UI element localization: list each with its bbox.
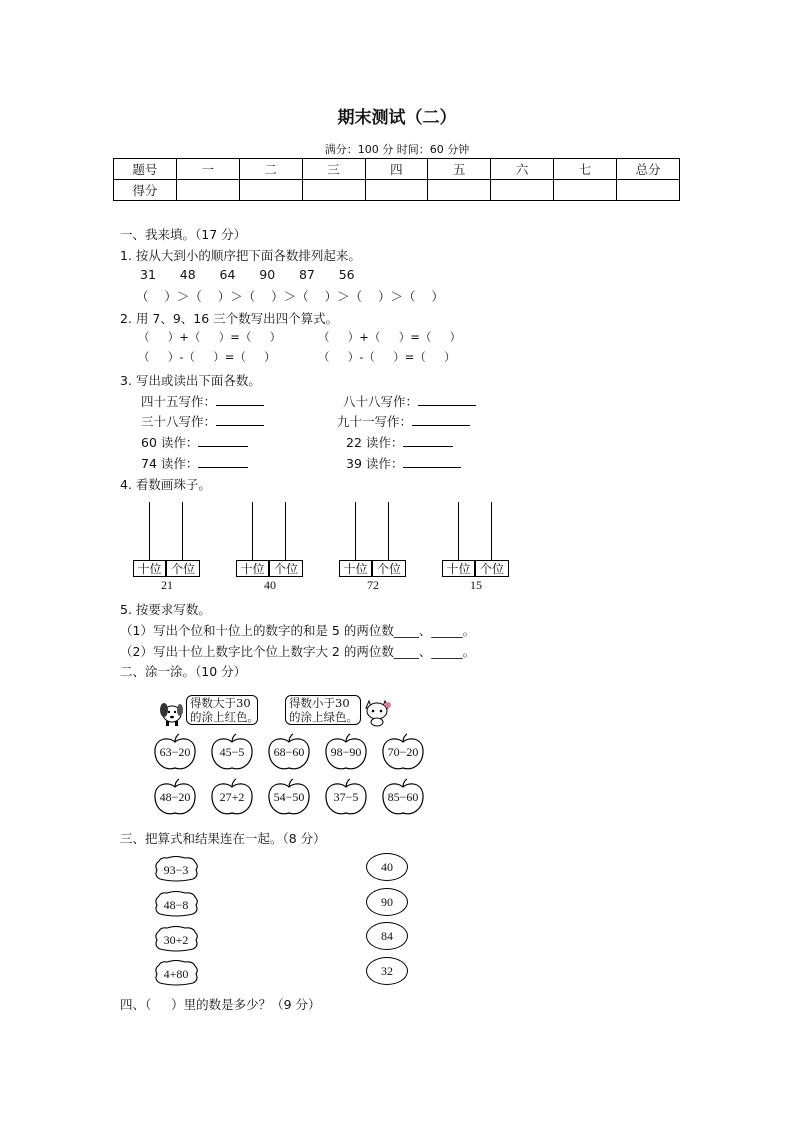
abacus-ones-label: 个位 [166,560,200,577]
abacus-rod [491,502,492,560]
exam-meta: 满分：100 分 时间：60 分钟 [324,143,470,156]
q3-label: 八十八写作： [343,394,419,409]
abacus-tens-label: 十位 [236,560,269,577]
apple-expression: 63−20 [159,745,191,759]
q1-answer-line: （ ）＞（ ）＞（ ）＞（ ）＞（ ）＞（ ） [136,289,444,304]
speech-bubble-left [186,695,258,725]
apple-expression: 48−20 [159,790,191,804]
result-oval[interactable]: 32 [366,957,408,985]
abacus-ones-label: 个位 [372,560,406,577]
score-table-score-row [114,180,680,201]
q1-numbers: 31 48 64 90 87 56 [140,267,355,282]
abacus-rod [458,502,459,560]
score-table-cell: 五 [428,159,491,180]
bubble-line: 得数大于30 [190,696,251,710]
abacus-rod [388,502,389,560]
q3-item [141,433,248,451]
abacus-rod [149,502,150,560]
section-4-heading: 四、（ ）里的数是多少？（9 分） [120,997,321,1012]
q3-item [346,433,453,451]
apple-item[interactable] [323,733,369,773]
expression-cloud[interactable] [153,960,199,986]
q2-line-1b: （ ）+（ ）=（ ） [318,330,462,344]
q5-line-1: （1）写出个位和十位上的数字的和是 5 的两位数____、_____。 [120,623,476,638]
expression-cloud[interactable] [153,926,199,952]
score-table [113,158,680,201]
apple-item[interactable] [209,733,255,773]
apple-item[interactable] [266,733,312,773]
result-oval[interactable]: 84 [366,922,408,950]
q4-prompt: 4. 看数画珠子。 [120,477,211,492]
bubble-line: 的涂上红色。 [190,710,259,724]
q3-prompt: 3. 写出或读出下面各数。 [120,373,261,388]
abacus-number: 40 [264,578,276,592]
score-input-cell[interactable] [617,180,680,201]
section-2-heading: 二、涂一涂。（10 分） [120,664,247,679]
apple-item[interactable] [380,733,426,773]
q1-prompt: 1. 按从大到小的顺序把下面各数排列起来。 [120,248,361,263]
apple-expression: 27+2 [219,790,245,804]
abacus-number: 72 [367,578,379,592]
q3-item [337,412,470,430]
expression-text: 48−8 [163,898,189,912]
abacus-number: 15 [470,578,482,592]
apple-expression: 45−5 [219,745,245,759]
score-input-cell[interactable] [176,180,239,201]
score-input-cell[interactable] [491,180,554,201]
q3-item [141,392,264,410]
score-table-cell: 三 [302,159,365,180]
q3-label: 三十八写作： [141,414,217,429]
abacus[interactable] [339,502,407,592]
q2-prompt: 2. 用 7、9、16 三个数写出四个算式。 [120,311,339,326]
apple-item[interactable] [152,778,198,818]
score-table-cell: 题号 [114,159,177,180]
q3-item [346,454,461,472]
apple-item[interactable] [323,778,369,818]
abacus-tens-label: 十位 [442,560,475,577]
expression-cloud[interactable] [153,856,199,882]
section-1-heading: 一、我来填。（17 分） [120,227,247,242]
score-table-header-row [114,159,680,180]
answer-blank[interactable] [198,446,248,447]
score-table-cell: 得分 [114,180,177,201]
apple-item[interactable] [209,778,255,818]
apple-expression: 98−90 [330,745,362,759]
answer-blank[interactable] [403,446,453,447]
bubble-line: 得数小于30 [289,696,350,710]
apple-item[interactable] [152,733,198,773]
score-input-cell[interactable] [428,180,491,201]
q3-item [343,392,476,410]
score-table-cell: 七 [554,159,617,180]
answer-blank[interactable] [403,467,461,468]
score-table-cell: 四 [365,159,428,180]
q2-line-2b: （ ）-（ ）=（ ） [318,350,456,364]
apple-expression: 54−50 [273,790,305,804]
score-input-cell[interactable] [554,180,617,201]
abacus-ones-label: 个位 [475,560,509,577]
answer-blank[interactable] [412,425,470,426]
apple-item[interactable] [266,778,312,818]
q3-label: 74 读作： [141,456,199,471]
cat-icon [362,697,394,727]
q5-prompt: 5. 按要求写数。 [120,602,211,617]
expression-cloud[interactable] [153,891,199,917]
bubble-line: 的涂上绿色。 [289,710,358,724]
apple-item[interactable] [380,778,426,818]
score-table-cell: 总分 [617,159,680,180]
abacus-tens-label: 十位 [339,560,372,577]
expression-text: 93−3 [163,863,189,877]
q3-label: 60 读作： [141,435,199,450]
score-input-cell[interactable] [239,180,302,201]
abacus-ones-label: 个位 [269,560,303,577]
answer-blank[interactable] [418,405,476,406]
answer-blank[interactable] [216,405,264,406]
answer-blank[interactable] [198,467,248,468]
abacus[interactable] [442,502,510,592]
section-3-heading: 三、把算式和结果连在一起。（8 分） [120,831,326,846]
q3-label: 22 读作： [346,435,404,450]
abacus-rod [285,502,286,560]
score-input-cell[interactable] [302,180,365,201]
q3-item [141,454,248,472]
expression-text: 30+2 [163,933,189,947]
answer-blank[interactable] [216,425,264,426]
q3-label: 四十五写作： [141,394,217,409]
abacus-rod [182,502,183,560]
page-title: 期末测试（二） [337,108,457,128]
score-table-cell: 二 [239,159,302,180]
expression-text: 4+80 [163,967,189,981]
q3-label: 39 读作： [346,456,404,471]
abacus[interactable] [133,502,201,592]
abacus-rod [355,502,356,560]
score-table-cell: 一 [176,159,239,180]
apple-expression: 37−5 [333,790,359,804]
abacus-tens-label: 十位 [133,560,166,577]
q3-label: 九十一写作： [337,414,413,429]
apple-expression: 70−20 [387,745,419,759]
score-input-cell[interactable] [365,180,428,201]
speech-bubble-right [285,695,361,725]
q2-line-1a: （ ）+（ ）=（ ） [138,330,282,344]
abacus-rod [252,502,253,560]
dog-icon [156,697,186,727]
result-oval[interactable]: 40 [366,853,408,881]
q5-line-2: （2）写出十位上数字比个位上数字大 2 的两位数____、_____。 [120,644,476,659]
apple-expression: 68−60 [273,745,305,759]
q3-item [141,412,264,430]
abacus[interactable] [236,502,304,592]
score-table-cell: 六 [491,159,554,180]
result-oval[interactable]: 90 [366,888,408,916]
q2-line-2a: （ ）-（ ）=（ ） [138,350,276,364]
apple-expression: 85−60 [387,790,419,804]
abacus-number: 21 [161,578,173,592]
